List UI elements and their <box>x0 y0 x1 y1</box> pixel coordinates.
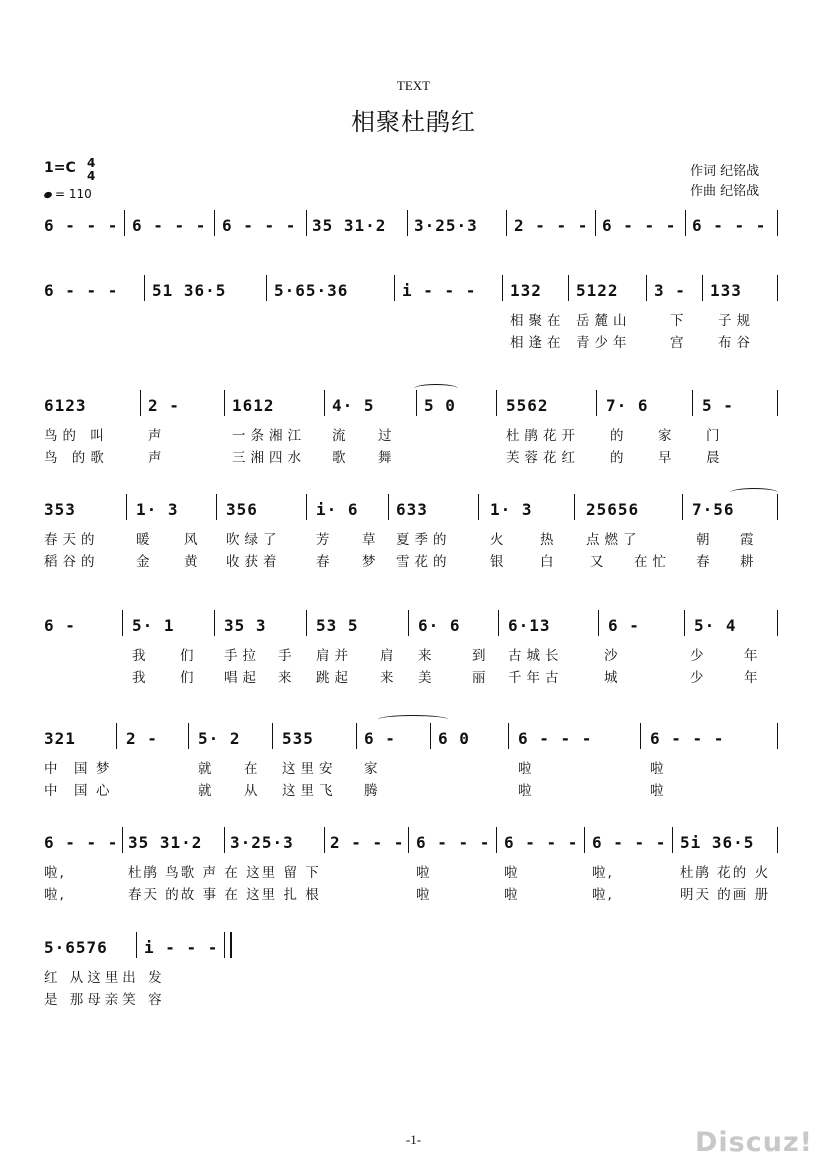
lyric: 吹绿了 <box>226 532 282 548</box>
lyric: 手 <box>278 648 297 664</box>
barline <box>122 827 123 853</box>
lyric: 朝 <box>696 532 715 548</box>
bar: 5i 36·5 <box>680 833 755 852</box>
bar: 5122 <box>576 281 619 300</box>
lyric: 啦, <box>592 887 614 903</box>
lyric: 啦 <box>504 887 523 903</box>
lyric: 唱起 <box>224 670 261 686</box>
barline <box>214 610 215 636</box>
bar: i - - - <box>402 281 477 300</box>
barline <box>140 390 141 416</box>
lyric: 晨 <box>706 450 725 466</box>
lyric: 啦 <box>416 865 435 881</box>
bar: 5 0 <box>424 396 456 415</box>
barline <box>646 275 647 301</box>
lyric: 我 <box>132 670 151 686</box>
page-number: -1- <box>405 1132 422 1147</box>
lyric: 啦, <box>592 865 614 881</box>
barline <box>408 610 409 636</box>
lyric: 美 <box>418 670 437 686</box>
bar: 5· 1 <box>132 616 175 635</box>
lyric: 就 <box>198 783 217 799</box>
barline <box>684 610 685 636</box>
lyric: 少 <box>690 648 709 664</box>
lyric: 来 <box>380 670 399 686</box>
lyric: 稻谷的 <box>44 554 100 570</box>
lyric: 宫 <box>670 335 689 351</box>
barline <box>640 723 641 749</box>
bar: 6· 6 <box>418 616 461 635</box>
system-2 <box>44 281 784 351</box>
lyric: 声 <box>148 450 167 466</box>
system-5 <box>44 616 784 686</box>
lyric: 杜鹃 鸟歌 声 在 这里 留 下 <box>128 865 321 881</box>
lyric: 千年古 <box>508 670 564 686</box>
barline <box>777 723 778 749</box>
lyric: 霞 <box>740 532 759 548</box>
barline <box>122 610 123 636</box>
system-4 <box>44 500 784 570</box>
lyric: 我 <box>132 648 151 664</box>
key-signature: 1=C <box>44 160 76 176</box>
barline <box>356 723 357 749</box>
barline <box>777 210 778 236</box>
lyric: 耕 <box>740 554 759 570</box>
lyric: 明天 的画 册 <box>680 887 771 903</box>
barline <box>595 210 596 236</box>
lyric: 鸟的 叫 <box>44 428 109 444</box>
bar: 2 - - - <box>330 833 405 852</box>
bar: 1· 3 <box>490 500 533 519</box>
lyric: 门 <box>706 428 725 444</box>
lyric: 的 <box>610 450 629 466</box>
final-barline <box>224 932 232 958</box>
barline <box>407 210 408 236</box>
bar: 3·25·3 <box>230 833 294 852</box>
lyric: 银 <box>490 554 509 570</box>
bar: 35 3 <box>224 616 267 635</box>
lyric: 丽 <box>472 670 491 686</box>
bar: 5·65·36 <box>274 281 349 300</box>
barline <box>777 275 778 301</box>
time-signature <box>87 157 95 183</box>
barline <box>498 610 499 636</box>
barline <box>214 210 215 236</box>
barline <box>324 390 325 416</box>
bar: 6 - - - <box>518 729 593 748</box>
lyric: 城 <box>604 670 623 686</box>
lyric: 金 <box>136 554 155 570</box>
barline <box>306 494 307 520</box>
bar: 6 - - - <box>416 833 491 852</box>
lyric: 手拉 <box>224 648 261 664</box>
lyric: 年 <box>744 648 763 664</box>
lyric: 舞 <box>378 450 397 466</box>
lyric: 的 <box>610 428 629 444</box>
barline <box>306 610 307 636</box>
barline <box>224 390 225 416</box>
lyric: 三湘四水 <box>232 450 306 466</box>
bar: 633 <box>396 500 428 519</box>
lyric: 相聚在 <box>510 313 566 329</box>
bar: 6 - <box>44 616 76 635</box>
bar: 5· 2 <box>198 729 241 748</box>
barline <box>144 275 145 301</box>
barline <box>216 494 217 520</box>
bar: 2 - <box>148 396 180 415</box>
bar: 6 0 <box>438 729 470 748</box>
lyric: 中 <box>44 761 63 777</box>
tempo-value: = 110 <box>55 187 92 201</box>
bar: 6 - - - <box>592 833 667 852</box>
lyric: 青少年 <box>576 335 632 351</box>
time-bottom: 4 <box>87 169 96 183</box>
barline <box>584 827 585 853</box>
lyric: 古城长 <box>508 648 564 664</box>
lyric: 芙蓉花红 <box>506 450 580 466</box>
lyric: 国 <box>74 761 93 777</box>
lyric: 心 <box>96 783 115 799</box>
lyric: 啦 <box>518 783 537 799</box>
bar: 53 5 <box>316 616 359 635</box>
system-3 <box>44 396 784 466</box>
lyric: 一条湘江 <box>232 428 306 444</box>
barline <box>496 827 497 853</box>
lyric: 子规 <box>718 313 755 329</box>
time-top: 4 <box>87 156 96 170</box>
barline <box>126 494 127 520</box>
lyric: 啦 <box>518 761 537 777</box>
barline <box>574 494 575 520</box>
barline <box>596 390 597 416</box>
bar: i· 6 <box>316 500 359 519</box>
bar: 7· 6 <box>606 396 649 415</box>
system-6 <box>44 729 784 799</box>
lyric: 家 <box>658 428 677 444</box>
barline <box>777 610 778 636</box>
watermark-logo: Discuz! <box>695 1127 813 1158</box>
lyric: 风 <box>184 532 203 548</box>
lyric: 梦 <box>362 554 381 570</box>
lyric: 春 <box>316 554 335 570</box>
lyric: 火 <box>490 532 509 548</box>
lyric: 夏季的 <box>396 532 452 548</box>
lyric: 这里安 <box>282 761 338 777</box>
lyricist-credit: 作词 纪铭战 <box>690 164 760 179</box>
bar: 6 - <box>364 729 396 748</box>
bar: 51 36·5 <box>152 281 227 300</box>
bar: 6 - - - <box>222 216 297 235</box>
lyric: 杜鹃 花的 火 <box>680 865 771 881</box>
slur <box>378 715 448 724</box>
barline <box>496 390 497 416</box>
slur <box>730 488 778 497</box>
barline <box>124 210 125 236</box>
barline <box>777 390 778 416</box>
barline <box>598 610 599 636</box>
lyric: 从 <box>244 783 263 799</box>
lyric: 相逢在 <box>510 335 566 351</box>
lyric: 春天 的故 事 在 这里 扎 根 <box>128 887 321 903</box>
barline <box>430 723 431 749</box>
lyric: 啦, <box>44 887 66 903</box>
system-1 <box>44 216 784 236</box>
lyric: 啦 <box>416 887 435 903</box>
bar: 1612 <box>232 396 275 415</box>
lyric: 中 <box>44 783 63 799</box>
composer-credit: 作曲 纪铭战 <box>690 184 760 199</box>
lyric: 就 <box>198 761 217 777</box>
lyric: 鸟 的歌 <box>44 450 109 466</box>
barline <box>506 210 507 236</box>
lyric: 腾 <box>364 783 383 799</box>
bar: 6 - - - <box>44 216 119 235</box>
lyric: 肩并 <box>316 648 353 664</box>
system-8 <box>44 938 784 1008</box>
lyric: 跳起 <box>316 670 353 686</box>
lyric: 国 <box>74 783 93 799</box>
lyric: 春天的 <box>44 532 100 548</box>
barline <box>116 723 117 749</box>
lyric: 歌 <box>332 450 351 466</box>
song-title: 相聚杜鹃红 <box>351 108 476 136</box>
lyric: 沙 <box>604 648 623 664</box>
lyric: 这里飞 <box>282 783 338 799</box>
lyric: 声 <box>148 428 167 444</box>
lyric: 热 <box>540 532 559 548</box>
lyric: 又 <box>590 554 609 570</box>
lyric: 点燃了 <box>586 532 642 548</box>
lyric: 下 <box>670 313 689 329</box>
barline <box>777 494 778 520</box>
bar: 6 - <box>608 616 640 635</box>
lyric: 过 <box>378 428 397 444</box>
bar: 6123 <box>44 396 87 415</box>
barline <box>266 275 267 301</box>
barline <box>408 827 409 853</box>
bar: 5562 <box>506 396 549 415</box>
bar: 3·25·3 <box>414 216 478 235</box>
lyric: 是 那母亲笑 容 <box>44 992 166 1008</box>
bar: 3 - <box>654 281 686 300</box>
bar: 5·6576 <box>44 938 108 957</box>
barline <box>388 494 389 520</box>
bar: 5 - <box>702 396 734 415</box>
lyric: 杜鹃花开 <box>506 428 580 444</box>
barline <box>324 827 325 853</box>
lyric: 们 <box>180 648 199 664</box>
barline <box>777 827 778 853</box>
header-label: TEXT <box>396 78 431 93</box>
bar: 353 <box>44 500 76 519</box>
bar: 6 - - - <box>44 833 119 852</box>
lyric: 啦 <box>504 865 523 881</box>
bar: 6 - - - <box>504 833 579 852</box>
barline <box>188 723 189 749</box>
bar: 35 31·2 <box>312 216 387 235</box>
barline <box>672 827 673 853</box>
lyric: 啦 <box>650 783 669 799</box>
bar: 4· 5 <box>332 396 375 415</box>
bar: 321 <box>44 729 76 748</box>
barline <box>685 210 686 236</box>
lyric: 白 <box>540 554 559 570</box>
lyric: 芳 <box>316 532 335 548</box>
bar: 6·13 <box>508 616 551 635</box>
lyric: 肩 <box>380 648 399 664</box>
lyric: 早 <box>658 450 677 466</box>
bar: 35 31·2 <box>128 833 203 852</box>
lyric: 暖 <box>136 532 155 548</box>
lyric: 春 <box>696 554 715 570</box>
bar: 6 - - - <box>602 216 677 235</box>
bar: 133 <box>710 281 742 300</box>
lyric: 家 <box>364 761 383 777</box>
bar: 6 - - - <box>44 281 119 300</box>
barline <box>568 275 569 301</box>
barline <box>272 723 273 749</box>
bar: 6 - - - <box>132 216 207 235</box>
lyric: 少 <box>690 670 709 686</box>
barline <box>702 275 703 301</box>
barline <box>416 390 417 416</box>
bar: 2 - <box>126 729 158 748</box>
barline <box>692 390 693 416</box>
barline <box>508 723 509 749</box>
lyric: 在忙 <box>634 554 671 570</box>
bar: 2 - - - <box>514 216 589 235</box>
bar: 6 - - - <box>650 729 725 748</box>
bar: 25656 <box>586 500 640 519</box>
lyric: 在 <box>244 761 263 777</box>
barline <box>394 275 395 301</box>
barline <box>224 827 225 853</box>
bar: 535 <box>282 729 314 748</box>
barline <box>478 494 479 520</box>
bar: 7·56 <box>692 500 735 519</box>
lyric: 黄 <box>184 554 203 570</box>
bar: 5· 4 <box>694 616 737 635</box>
lyric: 岳麓山 <box>576 313 632 329</box>
lyric: 红 从这里出 发 <box>44 970 166 986</box>
bar: i - - - <box>144 938 219 957</box>
lyric: 啦 <box>650 761 669 777</box>
lyric: 年 <box>744 670 763 686</box>
barline <box>502 275 503 301</box>
slur <box>414 384 458 393</box>
barline <box>682 494 683 520</box>
lyric: 雪花的 <box>396 554 452 570</box>
bar: 132 <box>510 281 542 300</box>
lyric: 啦, <box>44 865 66 881</box>
lyric: 流 <box>332 428 351 444</box>
lyric: 布谷 <box>718 335 755 351</box>
lyric: 到 <box>472 648 491 664</box>
lyric: 来 <box>278 670 297 686</box>
barline <box>136 932 137 958</box>
barline <box>306 210 307 236</box>
lyric: 草 <box>362 532 381 548</box>
quarter-note-icon <box>43 190 53 198</box>
bar: 1· 3 <box>136 500 179 519</box>
bar: 356 <box>226 500 258 519</box>
lyric: 梦 <box>96 761 115 777</box>
bar: 6 - - - <box>692 216 767 235</box>
lyric: 来 <box>418 648 437 664</box>
system-7 <box>44 833 784 903</box>
lyric: 收获着 <box>226 554 282 570</box>
lyric: 们 <box>180 670 199 686</box>
tempo-marking <box>44 187 92 201</box>
